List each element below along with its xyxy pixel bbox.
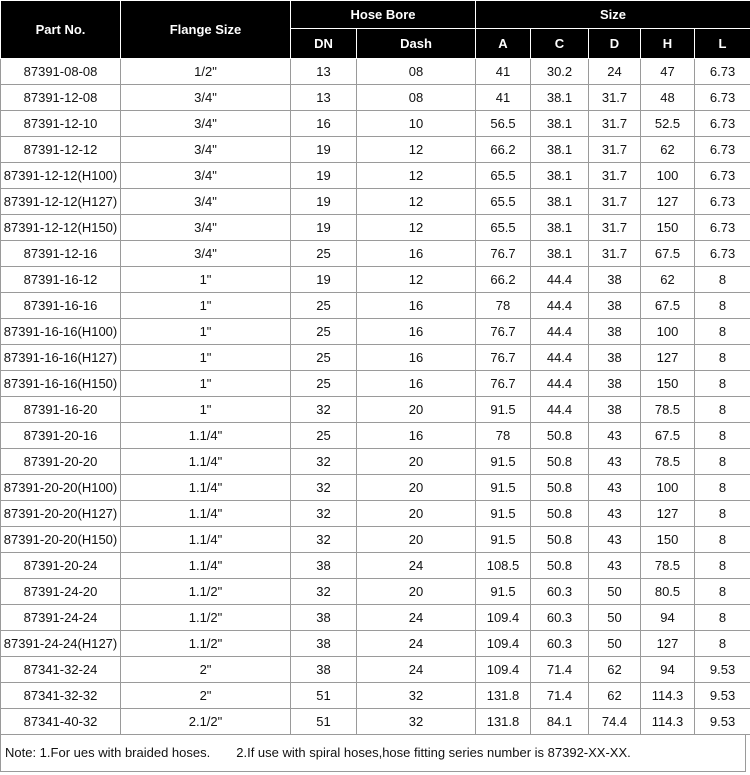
cell-d: 38 xyxy=(589,371,641,397)
table-row xyxy=(1,501,750,527)
table-row xyxy=(1,423,750,449)
cell-c: 50.8 xyxy=(531,553,589,579)
cell-l: 8 xyxy=(695,501,750,527)
cell-d: 31.7 xyxy=(589,241,641,267)
table-row xyxy=(1,605,750,631)
cell-dn: 51 xyxy=(291,709,357,735)
cell-part-no: 87391-24-20 xyxy=(1,579,121,605)
cell-dn: 19 xyxy=(291,267,357,293)
cell-l: 8 xyxy=(695,475,750,501)
cell-h: 94 xyxy=(641,657,695,683)
cell-c: 44.4 xyxy=(531,371,589,397)
cell-c: 44.4 xyxy=(531,397,589,423)
cell-part-no: 87391-12-12(H100) xyxy=(1,163,121,189)
cell-l: 6.73 xyxy=(695,85,750,111)
cell-dn: 25 xyxy=(291,345,357,371)
cell-h: 67.5 xyxy=(641,293,695,319)
cell-h: 78.5 xyxy=(641,397,695,423)
footnote-braided: Note: 1.For ues with braided hoses. xyxy=(5,745,211,760)
table-row xyxy=(1,553,750,579)
cell-a: 109.4 xyxy=(476,605,531,631)
cell-c: 50.8 xyxy=(531,501,589,527)
cell-h: 48 xyxy=(641,85,695,111)
cell-dash: 20 xyxy=(357,449,476,475)
cell-dn: 32 xyxy=(291,397,357,423)
cell-dn: 38 xyxy=(291,605,357,631)
cell-part-no: 87391-16-16(H150) xyxy=(1,371,121,397)
cell-part-no: 87391-12-12(H150) xyxy=(1,215,121,241)
cell-dash: 20 xyxy=(357,475,476,501)
cell-dn: 25 xyxy=(291,293,357,319)
table-row xyxy=(1,189,750,215)
cell-d: 50 xyxy=(589,631,641,657)
cell-d: 31.7 xyxy=(589,163,641,189)
cell-d: 31.7 xyxy=(589,215,641,241)
cell-dn: 25 xyxy=(291,423,357,449)
cell-c: 60.3 xyxy=(531,631,589,657)
cell-c: 60.3 xyxy=(531,579,589,605)
cell-a: 78 xyxy=(476,293,531,319)
cell-d: 43 xyxy=(589,475,641,501)
cell-l: 9.53 xyxy=(695,709,750,735)
table-row xyxy=(1,345,750,371)
cell-part-no: 87391-12-16 xyxy=(1,241,121,267)
cell-a: 76.7 xyxy=(476,319,531,345)
table-row xyxy=(1,241,750,267)
cell-dn: 25 xyxy=(291,371,357,397)
cell-h: 114.3 xyxy=(641,709,695,735)
cell-d: 31.7 xyxy=(589,189,641,215)
cell-dn: 25 xyxy=(291,241,357,267)
cell-c: 38.1 xyxy=(531,189,589,215)
table-row xyxy=(1,683,750,709)
cell-c: 38.1 xyxy=(531,163,589,189)
cell-a: 91.5 xyxy=(476,527,531,553)
table-row xyxy=(1,163,750,189)
cell-a: 131.8 xyxy=(476,683,531,709)
table-header xyxy=(1,1,750,59)
col-header-h: H xyxy=(641,29,695,59)
cell-flange-size: 1" xyxy=(121,267,291,293)
cell-c: 60.3 xyxy=(531,605,589,631)
cell-d: 43 xyxy=(589,449,641,475)
cell-part-no: 87391-20-20 xyxy=(1,449,121,475)
cell-dash: 16 xyxy=(357,319,476,345)
cell-h: 100 xyxy=(641,475,695,501)
table-row xyxy=(1,293,750,319)
cell-h: 114.3 xyxy=(641,683,695,709)
cell-l: 8 xyxy=(695,371,750,397)
cell-part-no: 87391-16-16 xyxy=(1,293,121,319)
cell-h: 150 xyxy=(641,371,695,397)
cell-a: 76.7 xyxy=(476,371,531,397)
cell-d: 62 xyxy=(589,657,641,683)
cell-dash: 24 xyxy=(357,657,476,683)
cell-c: 38.1 xyxy=(531,137,589,163)
cell-h: 100 xyxy=(641,319,695,345)
cell-flange-size: 3/4" xyxy=(121,215,291,241)
cell-flange-size: 1.1/4" xyxy=(121,553,291,579)
cell-a: 131.8 xyxy=(476,709,531,735)
col-header-d: D xyxy=(589,29,641,59)
table-row xyxy=(1,111,750,137)
cell-dn: 32 xyxy=(291,449,357,475)
footnote-spiral: 2.If use with spiral hoses,hose fitting series number is 87392-XX-XX. xyxy=(236,745,631,760)
cell-flange-size: 1.1/4" xyxy=(121,527,291,553)
cell-h: 127 xyxy=(641,631,695,657)
table-row xyxy=(1,371,750,397)
cell-c: 50.8 xyxy=(531,527,589,553)
cell-d: 50 xyxy=(589,579,641,605)
cell-flange-size: 2" xyxy=(121,683,291,709)
cell-dash: 16 xyxy=(357,345,476,371)
table-row xyxy=(1,397,750,423)
table-row xyxy=(1,527,750,553)
cell-dash: 12 xyxy=(357,137,476,163)
cell-l: 9.53 xyxy=(695,683,750,709)
cell-d: 43 xyxy=(589,423,641,449)
cell-l: 8 xyxy=(695,267,750,293)
table-row xyxy=(1,85,750,111)
cell-dn: 32 xyxy=(291,501,357,527)
cell-part-no: 87391-20-20(H100) xyxy=(1,475,121,501)
table-row xyxy=(1,319,750,345)
cell-flange-size: 1.1/2" xyxy=(121,605,291,631)
cell-c: 44.4 xyxy=(531,267,589,293)
cell-d: 38 xyxy=(589,345,641,371)
table-row xyxy=(1,59,750,85)
cell-h: 127 xyxy=(641,501,695,527)
cell-d: 74.4 xyxy=(589,709,641,735)
cell-part-no: 87391-12-10 xyxy=(1,111,121,137)
cell-flange-size: 1.1/2" xyxy=(121,631,291,657)
cell-dn: 13 xyxy=(291,59,357,85)
col-header-dash: Dash xyxy=(357,29,476,59)
cell-d: 43 xyxy=(589,553,641,579)
cell-l: 8 xyxy=(695,553,750,579)
cell-a: 91.5 xyxy=(476,579,531,605)
cell-dash: 08 xyxy=(357,85,476,111)
cell-c: 84.1 xyxy=(531,709,589,735)
cell-flange-size: 1.1/4" xyxy=(121,423,291,449)
cell-a: 41 xyxy=(476,59,531,85)
cell-flange-size: 2.1/2" xyxy=(121,709,291,735)
cell-l: 8 xyxy=(695,631,750,657)
cell-d: 38 xyxy=(589,397,641,423)
table-row xyxy=(1,267,750,293)
cell-flange-size: 3/4" xyxy=(121,137,291,163)
cell-dn: 32 xyxy=(291,527,357,553)
cell-dash: 12 xyxy=(357,189,476,215)
cell-a: 91.5 xyxy=(476,449,531,475)
col-header-l: L xyxy=(695,29,750,59)
cell-a: 108.5 xyxy=(476,553,531,579)
cell-a: 76.7 xyxy=(476,241,531,267)
cell-h: 94 xyxy=(641,605,695,631)
cell-h: 127 xyxy=(641,189,695,215)
cell-c: 38.1 xyxy=(531,241,589,267)
cell-h: 62 xyxy=(641,267,695,293)
cell-flange-size: 1" xyxy=(121,345,291,371)
cell-d: 38 xyxy=(589,293,641,319)
cell-c: 44.4 xyxy=(531,345,589,371)
cell-part-no: 87391-20-24 xyxy=(1,553,121,579)
cell-part-no: 87391-08-08 xyxy=(1,59,121,85)
cell-a: 56.5 xyxy=(476,111,531,137)
table-row xyxy=(1,475,750,501)
cell-flange-size: 3/4" xyxy=(121,111,291,137)
cell-a: 109.4 xyxy=(476,657,531,683)
cell-a: 91.5 xyxy=(476,501,531,527)
cell-dash: 24 xyxy=(357,553,476,579)
cell-l: 6.73 xyxy=(695,59,750,85)
col-header-flange-size: Flange Size xyxy=(121,1,291,59)
cell-a: 41 xyxy=(476,85,531,111)
cell-d: 50 xyxy=(589,605,641,631)
cell-c: 38.1 xyxy=(531,111,589,137)
cell-part-no: 87341-32-24 xyxy=(1,657,121,683)
cell-dash: 16 xyxy=(357,293,476,319)
cell-part-no: 87391-12-12(H127) xyxy=(1,189,121,215)
cell-flange-size: 3/4" xyxy=(121,189,291,215)
cell-dash: 16 xyxy=(357,371,476,397)
cell-a: 66.2 xyxy=(476,137,531,163)
table-body xyxy=(1,59,750,735)
cell-dn: 16 xyxy=(291,111,357,137)
cell-h: 67.5 xyxy=(641,423,695,449)
cell-l: 6.73 xyxy=(695,189,750,215)
header-row-top xyxy=(1,1,750,29)
cell-a: 65.5 xyxy=(476,215,531,241)
cell-dash: 16 xyxy=(357,423,476,449)
cell-part-no: 87391-20-16 xyxy=(1,423,121,449)
cell-flange-size: 1" xyxy=(121,397,291,423)
cell-dash: 32 xyxy=(357,683,476,709)
cell-c: 71.4 xyxy=(531,683,589,709)
cell-dash: 12 xyxy=(357,163,476,189)
cell-part-no: 87391-12-12 xyxy=(1,137,121,163)
cell-dash: 24 xyxy=(357,631,476,657)
cell-dn: 25 xyxy=(291,319,357,345)
cell-part-no: 87341-32-32 xyxy=(1,683,121,709)
cell-l: 8 xyxy=(695,579,750,605)
cell-c: 38.1 xyxy=(531,215,589,241)
cell-h: 52.5 xyxy=(641,111,695,137)
cell-part-no: 87391-20-20(H150) xyxy=(1,527,121,553)
cell-h: 80.5 xyxy=(641,579,695,605)
cell-dash: 20 xyxy=(357,397,476,423)
cell-h: 127 xyxy=(641,345,695,371)
cell-dash: 12 xyxy=(357,215,476,241)
cell-flange-size: 3/4" xyxy=(121,85,291,111)
cell-c: 30.2 xyxy=(531,59,589,85)
cell-l: 8 xyxy=(695,527,750,553)
cell-d: 31.7 xyxy=(589,85,641,111)
cell-d: 24 xyxy=(589,59,641,85)
cell-a: 91.5 xyxy=(476,397,531,423)
cell-flange-size: 1.1/4" xyxy=(121,475,291,501)
cell-part-no: 87391-24-24(H127) xyxy=(1,631,121,657)
cell-d: 62 xyxy=(589,683,641,709)
cell-d: 38 xyxy=(589,319,641,345)
cell-l: 6.73 xyxy=(695,137,750,163)
cell-dash: 16 xyxy=(357,241,476,267)
cell-part-no: 87391-16-20 xyxy=(1,397,121,423)
cell-dash: 12 xyxy=(357,267,476,293)
cell-h: 67.5 xyxy=(641,241,695,267)
cell-l: 8 xyxy=(695,449,750,475)
table-row xyxy=(1,631,750,657)
cell-h: 62 xyxy=(641,137,695,163)
cell-dn: 51 xyxy=(291,683,357,709)
cell-flange-size: 1.1/4" xyxy=(121,501,291,527)
cell-dash: 08 xyxy=(357,59,476,85)
cell-dn: 19 xyxy=(291,137,357,163)
cell-h: 100 xyxy=(641,163,695,189)
cell-h: 150 xyxy=(641,527,695,553)
cell-dn: 19 xyxy=(291,215,357,241)
table-row xyxy=(1,657,750,683)
cell-l: 9.53 xyxy=(695,657,750,683)
cell-dash: 20 xyxy=(357,501,476,527)
cell-l: 8 xyxy=(695,319,750,345)
cell-dn: 19 xyxy=(291,189,357,215)
cell-part-no: 87391-24-24 xyxy=(1,605,121,631)
cell-dn: 38 xyxy=(291,657,357,683)
col-header-part-no: Part No. xyxy=(1,1,121,59)
cell-l: 8 xyxy=(695,345,750,371)
table-row xyxy=(1,137,750,163)
cell-c: 50.8 xyxy=(531,449,589,475)
cell-a: 65.5 xyxy=(476,163,531,189)
cell-h: 150 xyxy=(641,215,695,241)
cell-dash: 32 xyxy=(357,709,476,735)
cell-a: 66.2 xyxy=(476,267,531,293)
cell-dn: 32 xyxy=(291,475,357,501)
cell-a: 65.5 xyxy=(476,189,531,215)
cell-l: 6.73 xyxy=(695,241,750,267)
cell-part-no: 87391-16-12 xyxy=(1,267,121,293)
cell-part-no: 87391-12-08 xyxy=(1,85,121,111)
col-header-a: A xyxy=(476,29,531,59)
cell-a: 76.7 xyxy=(476,345,531,371)
cell-d: 43 xyxy=(589,527,641,553)
col-header-size: Size xyxy=(476,1,750,29)
cell-flange-size: 1" xyxy=(121,293,291,319)
cell-a: 109.4 xyxy=(476,631,531,657)
cell-h: 78.5 xyxy=(641,553,695,579)
cell-a: 78 xyxy=(476,423,531,449)
cell-dash: 24 xyxy=(357,605,476,631)
cell-dn: 38 xyxy=(291,553,357,579)
cell-d: 31.7 xyxy=(589,137,641,163)
cell-d: 31.7 xyxy=(589,111,641,137)
cell-l: 6.73 xyxy=(695,163,750,189)
col-header-dn: DN xyxy=(291,29,357,59)
cell-dn: 13 xyxy=(291,85,357,111)
cell-c: 44.4 xyxy=(531,319,589,345)
cell-l: 6.73 xyxy=(695,111,750,137)
cell-dn: 38 xyxy=(291,631,357,657)
cell-flange-size: 1.1/4" xyxy=(121,449,291,475)
cell-c: 50.8 xyxy=(531,423,589,449)
cell-dash: 20 xyxy=(357,527,476,553)
cell-l: 8 xyxy=(695,293,750,319)
cell-h: 78.5 xyxy=(641,449,695,475)
cell-c: 50.8 xyxy=(531,475,589,501)
cell-c: 44.4 xyxy=(531,293,589,319)
cell-dn: 32 xyxy=(291,579,357,605)
cell-flange-size: 3/4" xyxy=(121,241,291,267)
cell-part-no: 87341-40-32 xyxy=(1,709,121,735)
table-row xyxy=(1,579,750,605)
cell-l: 6.73 xyxy=(695,215,750,241)
col-header-hose-bore: Hose Bore xyxy=(291,1,476,29)
cell-part-no: 87391-16-16(H100) xyxy=(1,319,121,345)
cell-flange-size: 3/4" xyxy=(121,163,291,189)
footnote xyxy=(0,734,746,772)
cell-flange-size: 1" xyxy=(121,371,291,397)
cell-part-no: 87391-16-16(H127) xyxy=(1,345,121,371)
cell-flange-size: 2" xyxy=(121,657,291,683)
cell-dash: 10 xyxy=(357,111,476,137)
cell-h: 47 xyxy=(641,59,695,85)
table-row xyxy=(1,449,750,475)
cell-c: 71.4 xyxy=(531,657,589,683)
cell-c: 38.1 xyxy=(531,85,589,111)
cell-l: 8 xyxy=(695,397,750,423)
cell-dn: 19 xyxy=(291,163,357,189)
cell-dash: 20 xyxy=(357,579,476,605)
col-header-c: C xyxy=(531,29,589,59)
cell-a: 91.5 xyxy=(476,475,531,501)
table-row xyxy=(1,709,750,735)
cell-flange-size: 1" xyxy=(121,319,291,345)
cell-d: 43 xyxy=(589,501,641,527)
cell-flange-size: 1.1/2" xyxy=(121,579,291,605)
cell-l: 8 xyxy=(695,423,750,449)
cell-d: 38 xyxy=(589,267,641,293)
table-row xyxy=(1,215,750,241)
cell-part-no: 87391-20-20(H127) xyxy=(1,501,121,527)
cell-flange-size: 1/2" xyxy=(121,59,291,85)
cell-l: 8 xyxy=(695,605,750,631)
